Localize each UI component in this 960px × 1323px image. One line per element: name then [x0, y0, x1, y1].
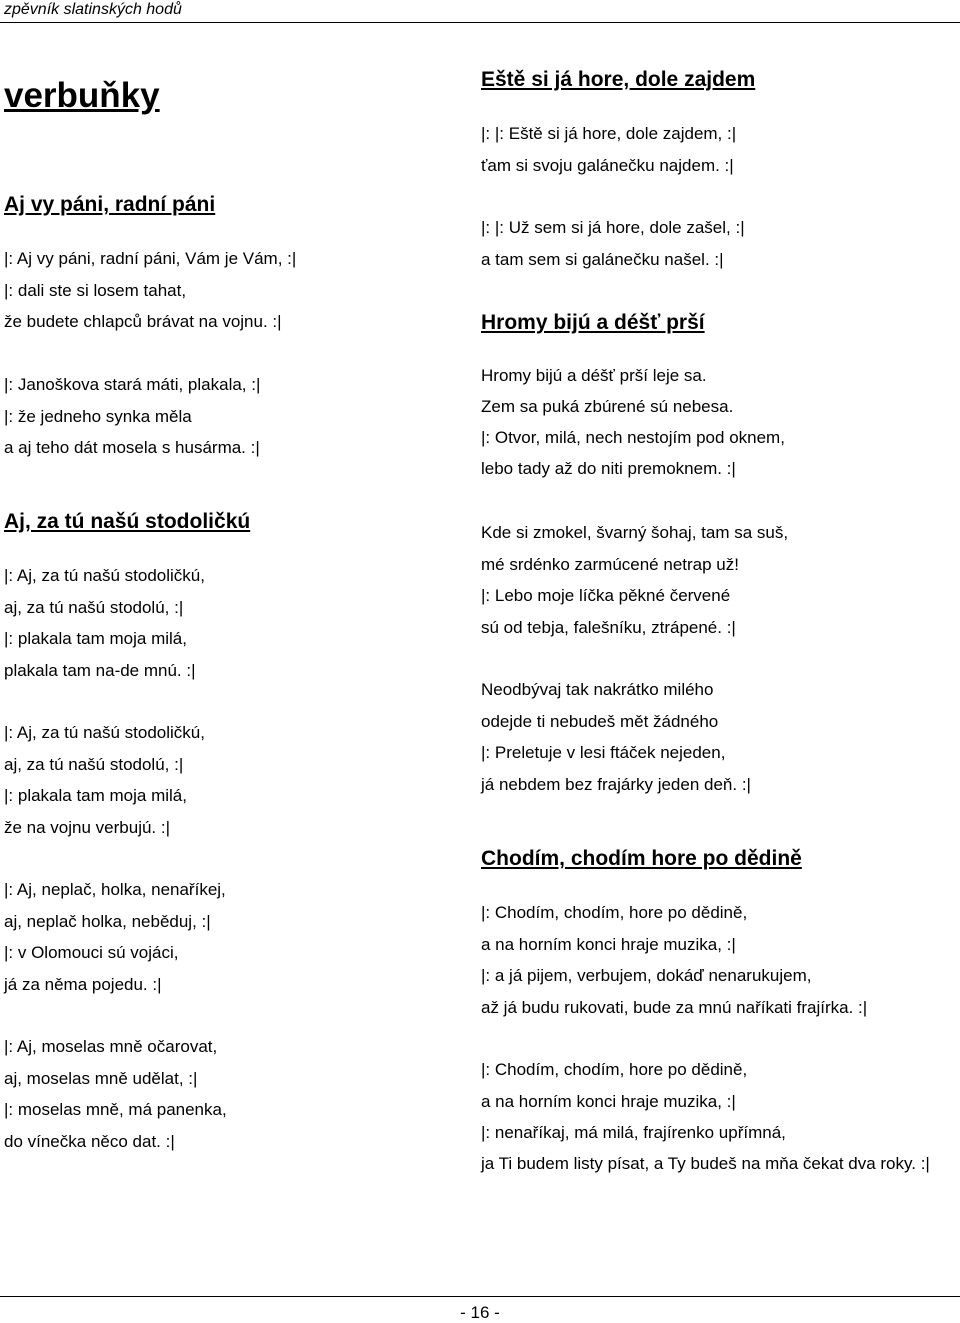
verse-line: |: |: Už sem si já hore, dole zašel, :|	[481, 218, 745, 237]
verse-line: aj, neplač holka, neběduj, :|	[4, 911, 211, 931]
verse-line: že budete chlapců brávat na vojnu. :|	[4, 312, 282, 331]
verse-line: lebo tady až do niti premoknem. :|	[481, 459, 736, 478]
verse	[481, 674, 751, 800]
verse-line: aj, za tú našú stodolú, :|	[4, 597, 184, 617]
verse	[481, 1054, 930, 1176]
verse	[4, 1031, 227, 1157]
page-number: - 16 -	[460, 1303, 500, 1322]
verse-line: až já budu rukovati, bude za mnú naříkati frajírka. :|	[481, 997, 868, 1017]
verse-line: do vínečka něco dat. :|	[4, 1131, 175, 1151]
verse-line: mé srdénko zarmúcené netrap už!	[481, 554, 739, 574]
verse	[481, 118, 736, 181]
verse-line: |: Chodím, chodím, hore po dědině,	[481, 903, 748, 922]
verse-line: |: v Olomouci sú vojáci,	[4, 943, 179, 962]
verse-line: |: |: Eště si já hore, dole zajdem, :|	[481, 124, 737, 143]
verse	[4, 369, 260, 464]
song-title: Hromy bijú a déšť prší	[481, 311, 705, 334]
song-title: Aj, za tú našú stodoličkú	[4, 510, 251, 533]
verse-line: Neodbývaj tak nakrátko milého	[481, 680, 714, 699]
verse-line: |: Chodím, chodím, hore po dědině,	[481, 1060, 748, 1079]
song-title: Chodím, chodím hore po dědině	[481, 847, 802, 870]
verse-line: a aj teho dát mosela s husárma. :|	[4, 438, 260, 457]
verse-line: |: Otvor, milá, nech nestojím pod oknem,	[481, 428, 785, 447]
verse-line: |: Preletuje v lesi ftáček nejeden,	[481, 743, 726, 762]
verse-line: a na horním konci hraje muzika, :|	[481, 934, 736, 954]
verse-line: ťam si svoju galánečku najdem. :|	[481, 155, 734, 175]
verse-line: Kde si zmokel, švarný šohaj, tam sa suš,	[481, 523, 789, 542]
verse-line: |: že jedneho synka měla	[4, 406, 192, 426]
verse-line: já nebdem bez frajárky jeden deň. :|	[481, 774, 751, 794]
verse-line: |: Lebo moje líčka pěkné červené	[481, 586, 731, 605]
verse-line: aj, za tú našú stodolú, :|	[4, 754, 184, 774]
verse-line: plakala tam na-de mnú. :|	[4, 660, 196, 680]
song-title: Eště si já hore, dole zajdem	[481, 68, 756, 91]
verse-line: a na horním konci hraje muzika, :|	[481, 1091, 736, 1111]
verse-line: |: Aj, za tú našú stodoličkú,	[4, 723, 205, 742]
verse-line: |: Aj, moselas mně očarovat,	[4, 1037, 218, 1056]
verse	[481, 897, 867, 1023]
verse-line: a tam sem si galánečku našel. :|	[481, 249, 724, 269]
verse	[481, 517, 788, 643]
page-header: zpěvník slatinských hodů	[4, 1, 182, 18]
verse-line: |: Aj, za tú našú stodoličkú,	[4, 566, 205, 585]
verse-line: |: plakala tam moja milá,	[4, 629, 187, 648]
verse-line: odejde ti nebudeš mět žádného	[481, 711, 719, 731]
verse-line: já za něma pojedu. :|	[4, 974, 162, 994]
verse-line: |: Aj vy páni, radní páni, Vám je Vám, :|	[4, 249, 297, 268]
verse	[481, 360, 785, 484]
section-title: verbuňky	[4, 76, 160, 115]
verse-line: |: Janoškova stará máti, plakala, :|	[4, 375, 261, 394]
verse-line: Hromy bijú a déšť prší leje sa.	[481, 366, 707, 385]
footer-divider	[0, 1296, 960, 1297]
verse-line: že na vojnu verbujú. :|	[4, 817, 171, 837]
verse	[4, 717, 205, 843]
verse	[4, 874, 226, 1000]
verse	[4, 560, 205, 686]
verse-line: |: plakala tam moja milá,	[4, 786, 187, 805]
verse-line: sú od tebja, falešníku, ztrápené. :|	[481, 617, 736, 637]
verse-line: |: nenaříkaj, má milá, frajírenko upřímná,	[481, 1123, 786, 1142]
verse-line: Zem sa puká zbúrené sú nebesa.	[481, 397, 734, 416]
song-title: Aj vy páni, radní páni	[4, 193, 216, 216]
verse-line: |: a já pijem, verbujem, dokáď nenarukujem,	[481, 966, 812, 985]
verse-line: ja Ti budem listy písat, a Ty budeš na mňa čekat dva roky. :|	[481, 1153, 930, 1173]
verse	[4, 243, 296, 338]
header-divider	[0, 22, 960, 23]
verse-line: |: Aj, neplač, holka, nenaříkej,	[4, 880, 226, 899]
verse	[481, 212, 745, 275]
verse-line: |: moselas mně, má panenka,	[4, 1100, 227, 1119]
verse-line: aj, moselas mně udělat, :|	[4, 1068, 198, 1088]
verse-line: |: dali ste si losem tahat,	[4, 280, 187, 300]
